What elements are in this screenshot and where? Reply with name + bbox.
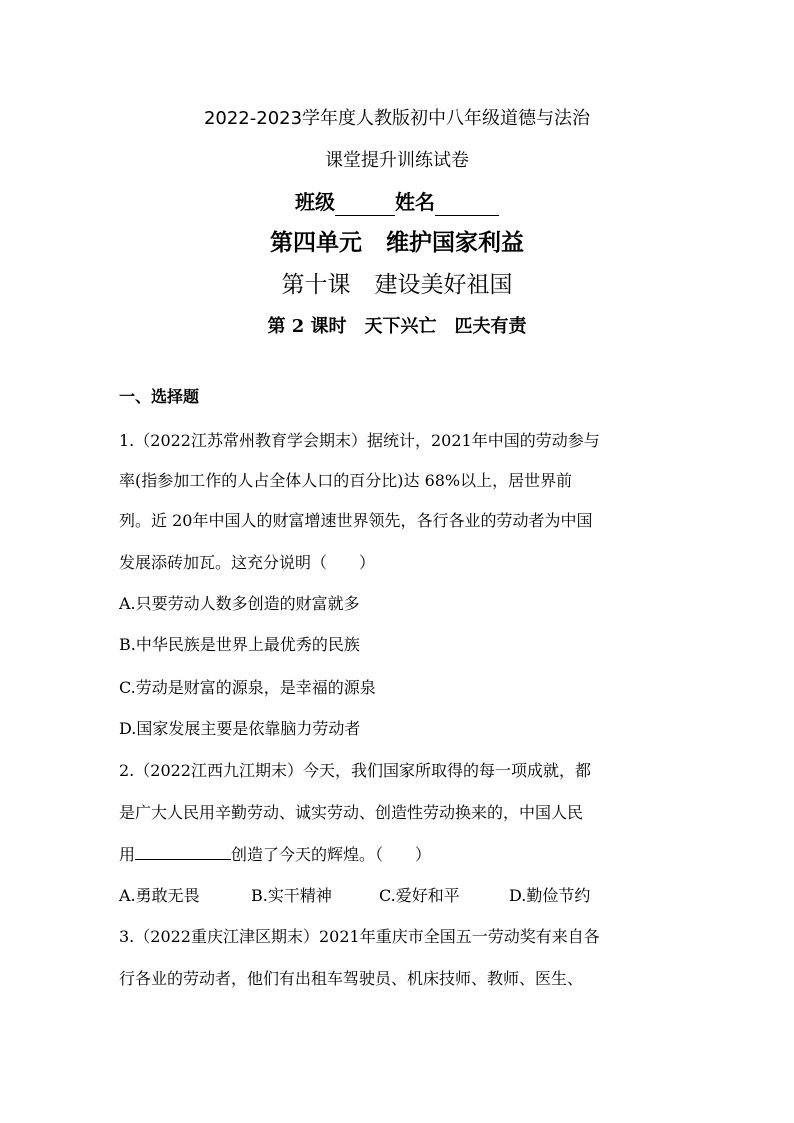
question-2-options	[119, 885, 590, 907]
exam-subtitle: 课堂提升训练试卷	[325, 150, 469, 171]
question-2-line-3	[119, 843, 431, 866]
lesson-title: 建设美好祖国	[374, 272, 513, 298]
exam-title: 2022-2023学年度人教版初中八年级道德与法治	[203, 108, 591, 129]
unit-title: 维护国家利益	[386, 230, 524, 256]
question-2-blank-before: 用	[119, 845, 136, 864]
question-2-line-1: 2.（2022江西九江期末）今天，我们国家所取得的每一项成就，都	[119, 761, 591, 780]
unit-number: 第四单元	[270, 230, 362, 256]
question-2-option-a[interactable]: A.勇敢无畏	[119, 886, 200, 905]
period-part2: 匹夫有责	[454, 316, 527, 337]
question-1-line-3: 列。近 20年中国人的财富增速世界领先，各行各业的劳动者为中国	[119, 511, 593, 530]
question-2-answer-blank[interactable]	[135, 843, 231, 860]
question-3-line-1: 3.（2022重庆江津区期末）2021年重庆市全国五一劳动奖有来自各	[119, 927, 600, 946]
period-heading	[0, 314, 794, 340]
period-part1: 天下兴亡	[364, 316, 437, 337]
question-1-line-1: 1.（2022江苏常州教育学会期末）据统计，2021年中国的劳动参与	[119, 431, 600, 450]
lesson-heading	[0, 270, 794, 300]
section-heading: 一、选择题	[119, 387, 200, 406]
name-label: 姓名	[395, 190, 435, 214]
question-1-option-d[interactable]: D.国家发展主要是依靠脑力劳动者	[119, 719, 361, 738]
question-2-line-2: 是广大人民用辛勤劳动、诚实劳动、创造性劳动换来的，中国人民	[119, 803, 584, 822]
question-2-option-d[interactable]: D.勤俭节约	[509, 886, 591, 905]
question-1-line-2: 率(指参加工作的人占全体人口的百分比)达 68%以上，居世界前	[119, 471, 573, 490]
question-1-option-b[interactable]: B.中华民族是世界上最优秀的民族	[119, 635, 360, 654]
lesson-number: 第十课	[281, 272, 351, 298]
question-3-line-2: 行各业的劳动者，他们有出租车驾驶员、机床技师、教师、医生、	[119, 969, 584, 988]
name-blank[interactable]	[435, 195, 499, 216]
class-label: 班级	[295, 190, 335, 214]
question-1-option-a[interactable]: A.只要劳动人数多创造的财富就多	[119, 594, 360, 613]
question-2-option-b[interactable]: B.实干精神	[251, 886, 332, 905]
question-2-option-c[interactable]: C.爱好和平	[379, 886, 460, 905]
question-1-option-c[interactable]: C.劳动是财富的源泉，是幸福的源泉	[119, 678, 376, 697]
class-blank[interactable]	[335, 195, 395, 216]
class-name-line	[0, 188, 794, 216]
period-number: 第 2 课时	[267, 316, 347, 337]
question-2-blank-after: 创造了今天的辉煌。（ ）	[231, 845, 432, 864]
question-1-line-4: 发展添砖加瓦。这充分说明（ ）	[119, 553, 376, 572]
unit-heading	[0, 228, 794, 258]
